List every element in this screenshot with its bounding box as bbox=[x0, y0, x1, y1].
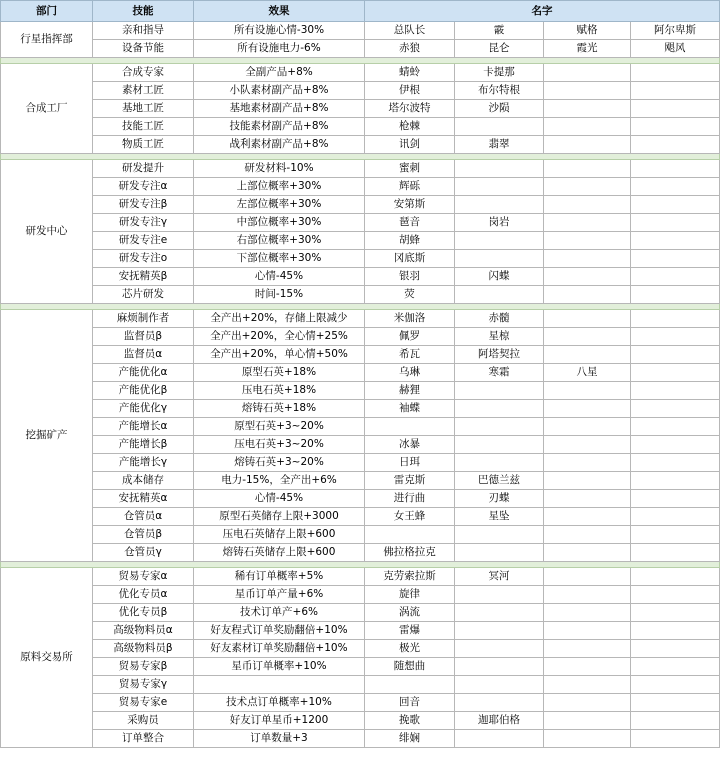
name-cell: 胡蜂 bbox=[365, 232, 455, 250]
name-cell bbox=[544, 100, 631, 118]
effect-cell: 上部位概率+30% bbox=[194, 178, 365, 196]
name-cell bbox=[544, 118, 631, 136]
table-row bbox=[1, 640, 720, 658]
name-cell: 赫狸 bbox=[365, 382, 455, 400]
name-cell: 涡流 bbox=[365, 604, 455, 622]
name-cell bbox=[544, 526, 631, 544]
name-cell bbox=[544, 400, 631, 418]
name-cell bbox=[544, 346, 631, 364]
name-cell bbox=[544, 64, 631, 82]
name-cell bbox=[455, 118, 544, 136]
name-cell bbox=[455, 418, 544, 436]
effect-cell: 研发材料-10% bbox=[194, 160, 365, 178]
name-cell: 日珥 bbox=[365, 454, 455, 472]
table-row bbox=[1, 676, 720, 694]
effect-cell: 压电石英+3~20% bbox=[194, 436, 365, 454]
name-cell: 闪蝶 bbox=[455, 268, 544, 286]
skill-cell: 基地工匠 bbox=[93, 100, 194, 118]
name-cell bbox=[455, 178, 544, 196]
effect-cell: 好友程式订单奖励翻倍+10% bbox=[194, 622, 365, 640]
name-cell: 总队长 bbox=[365, 22, 455, 40]
name-cell: 蜜刺 bbox=[365, 160, 455, 178]
effect-cell: 基地素材副产品+8% bbox=[194, 100, 365, 118]
effect-cell: 星币订单产量+6% bbox=[194, 586, 365, 604]
name-cell bbox=[544, 586, 631, 604]
name-cell bbox=[455, 160, 544, 178]
table-row bbox=[1, 136, 720, 154]
name-cell: 米伽洛 bbox=[365, 310, 455, 328]
name-cell: 佩罗 bbox=[365, 328, 455, 346]
name-cell: 佛拉格拉克 bbox=[365, 544, 455, 562]
table-row bbox=[1, 382, 720, 400]
skill-cell: 产能优化α bbox=[93, 364, 194, 382]
table-row bbox=[1, 310, 720, 328]
effect-cell: 所有设施电力-6% bbox=[194, 40, 365, 58]
name-cell: 琶音 bbox=[365, 214, 455, 232]
name-cell: 绯娴 bbox=[365, 730, 455, 748]
name-cell: 冈底斯 bbox=[365, 250, 455, 268]
name-cell bbox=[455, 730, 544, 748]
table-row bbox=[1, 568, 720, 586]
name-cell: 刃蝶 bbox=[455, 490, 544, 508]
name-cell bbox=[455, 640, 544, 658]
name-cell: 八星 bbox=[544, 364, 631, 382]
name-cell bbox=[544, 268, 631, 286]
name-cell bbox=[544, 178, 631, 196]
name-cell bbox=[544, 310, 631, 328]
name-cell: 荧 bbox=[365, 286, 455, 304]
dept-cell: 行星指挥部 bbox=[1, 22, 93, 58]
name-cell: 岗岩 bbox=[455, 214, 544, 232]
name-cell bbox=[455, 436, 544, 454]
effect-cell: 所有设施心情-30% bbox=[194, 22, 365, 40]
name-cell bbox=[631, 508, 720, 526]
name-cell bbox=[631, 160, 720, 178]
table-row bbox=[1, 490, 720, 508]
name-cell bbox=[455, 232, 544, 250]
name-cell bbox=[544, 286, 631, 304]
dept-cell: 合成工厂 bbox=[1, 64, 93, 154]
name-cell bbox=[631, 694, 720, 712]
effect-cell: 压电石英储存上限+600 bbox=[194, 526, 365, 544]
effect-cell: 电力-15%，全产出+6% bbox=[194, 472, 365, 490]
name-cell: 乌琳 bbox=[365, 364, 455, 382]
name-cell: 星椋 bbox=[455, 328, 544, 346]
name-cell bbox=[631, 346, 720, 364]
name-cell bbox=[631, 436, 720, 454]
name-cell bbox=[544, 160, 631, 178]
name-cell: 蜻蛉 bbox=[365, 64, 455, 82]
name-cell: 翡翠 bbox=[455, 136, 544, 154]
effect-cell: 好友订单星币+1200 bbox=[194, 712, 365, 730]
name-cell bbox=[631, 454, 720, 472]
name-cell bbox=[631, 730, 720, 748]
effect-cell: 左部位概率+30% bbox=[194, 196, 365, 214]
name-cell bbox=[544, 136, 631, 154]
skill-cell: 成本储存 bbox=[93, 472, 194, 490]
name-cell: 沙陨 bbox=[455, 100, 544, 118]
name-cell bbox=[455, 382, 544, 400]
effect-cell: 小队素材副产品+8% bbox=[194, 82, 365, 100]
effect-cell: 时间-15% bbox=[194, 286, 365, 304]
skill-cell: 研发专注e bbox=[93, 232, 194, 250]
effect-cell: 熔铸石英+18% bbox=[194, 400, 365, 418]
header-names: 名字 bbox=[365, 1, 720, 22]
name-cell bbox=[365, 526, 455, 544]
name-cell: 阿塔契拉 bbox=[455, 346, 544, 364]
name-cell: 辉砾 bbox=[365, 178, 455, 196]
skill-cell: 安抚精英α bbox=[93, 490, 194, 508]
table-row bbox=[1, 454, 720, 472]
table-row bbox=[1, 118, 720, 136]
name-cell bbox=[631, 472, 720, 490]
skill-cell: 研发提升 bbox=[93, 160, 194, 178]
name-cell: 回音 bbox=[365, 694, 455, 712]
effect-cell: 稀有订单概率+5% bbox=[194, 568, 365, 586]
name-cell bbox=[631, 328, 720, 346]
table-row bbox=[1, 22, 720, 40]
skill-cell: 技能工匠 bbox=[93, 118, 194, 136]
name-cell: 赤狼 bbox=[365, 40, 455, 58]
name-cell bbox=[631, 136, 720, 154]
name-cell: 赤髓 bbox=[455, 310, 544, 328]
name-cell: 塔尔波特 bbox=[365, 100, 455, 118]
skill-cell: 仓管员β bbox=[93, 526, 194, 544]
name-cell: 寒霜 bbox=[455, 364, 544, 382]
name-cell: 赋格 bbox=[544, 22, 631, 40]
effect-cell: 原型石英储存上限+3000 bbox=[194, 508, 365, 526]
effect-cell: 中部位概率+30% bbox=[194, 214, 365, 232]
name-cell: 雷爆 bbox=[365, 622, 455, 640]
effect-cell: 下部位概率+30% bbox=[194, 250, 365, 268]
table-row bbox=[1, 40, 720, 58]
name-cell: 伊根 bbox=[365, 82, 455, 100]
name-cell bbox=[455, 196, 544, 214]
name-cell bbox=[544, 508, 631, 526]
effect-cell: 全产出+20%，全心情+25% bbox=[194, 328, 365, 346]
effect-cell: 全副产品+8% bbox=[194, 64, 365, 82]
effect-cell: 压电石英+18% bbox=[194, 382, 365, 400]
skill-cell: 高级物料员β bbox=[93, 640, 194, 658]
table-row bbox=[1, 418, 720, 436]
table-row bbox=[1, 286, 720, 304]
dept-cell: 挖掘矿产 bbox=[1, 310, 93, 562]
name-cell bbox=[544, 658, 631, 676]
name-cell bbox=[631, 604, 720, 622]
name-cell bbox=[455, 622, 544, 640]
table-row bbox=[1, 622, 720, 640]
effect-cell: 原型石英+3~20% bbox=[194, 418, 365, 436]
name-cell bbox=[631, 64, 720, 82]
name-cell bbox=[544, 694, 631, 712]
name-cell bbox=[544, 232, 631, 250]
table-row bbox=[1, 712, 720, 730]
name-cell bbox=[631, 310, 720, 328]
name-cell bbox=[455, 250, 544, 268]
name-cell: 希瓦 bbox=[365, 346, 455, 364]
name-cell bbox=[544, 196, 631, 214]
effect-cell: 全产出+20%，存储上限减少 bbox=[194, 310, 365, 328]
effect-cell: 熔铸石英储存上限+600 bbox=[194, 544, 365, 562]
name-cell: 飓风 bbox=[631, 40, 720, 58]
effect-cell: 心情-45% bbox=[194, 268, 365, 286]
name-cell bbox=[455, 694, 544, 712]
skill-cell: 研发专注o bbox=[93, 250, 194, 268]
name-cell bbox=[631, 640, 720, 658]
name-cell bbox=[544, 472, 631, 490]
skill-cell: 监督员α bbox=[93, 346, 194, 364]
name-cell bbox=[631, 400, 720, 418]
name-cell bbox=[631, 364, 720, 382]
table-row bbox=[1, 178, 720, 196]
name-cell bbox=[631, 658, 720, 676]
name-cell bbox=[631, 382, 720, 400]
name-cell bbox=[631, 586, 720, 604]
name-cell bbox=[544, 622, 631, 640]
table-row bbox=[1, 100, 720, 118]
skill-cell: 麻烦制作者 bbox=[93, 310, 194, 328]
name-cell: 冰暴 bbox=[365, 436, 455, 454]
name-cell: 霞光 bbox=[544, 40, 631, 58]
effect-cell: 技术订单产+6% bbox=[194, 604, 365, 622]
name-cell bbox=[455, 604, 544, 622]
name-cell bbox=[544, 418, 631, 436]
skill-cell: 优化专员β bbox=[93, 604, 194, 622]
header-dept: 部门 bbox=[1, 1, 93, 22]
skill-cell: 研发专注γ bbox=[93, 214, 194, 232]
table-row bbox=[1, 400, 720, 418]
skill-cell: 贸易专家β bbox=[93, 658, 194, 676]
name-cell: 迦耶伯格 bbox=[455, 712, 544, 730]
name-cell bbox=[631, 100, 720, 118]
table-row bbox=[1, 586, 720, 604]
name-cell bbox=[544, 82, 631, 100]
name-cell: 卡提那 bbox=[455, 64, 544, 82]
name-cell bbox=[544, 544, 631, 562]
name-cell: 袖蝶 bbox=[365, 400, 455, 418]
effect-cell: 订单数量+3 bbox=[194, 730, 365, 748]
table-body bbox=[1, 22, 720, 748]
name-cell: 克劳索拉斯 bbox=[365, 568, 455, 586]
name-cell bbox=[631, 676, 720, 694]
name-cell bbox=[544, 676, 631, 694]
name-cell bbox=[455, 526, 544, 544]
table-row bbox=[1, 472, 720, 490]
skill-cell: 高级物料员α bbox=[93, 622, 194, 640]
name-cell bbox=[455, 586, 544, 604]
skill-cell: 贸易专家e bbox=[93, 694, 194, 712]
header-skill: 技能 bbox=[93, 1, 194, 22]
effect-cell: 技能素材副产品+8% bbox=[194, 118, 365, 136]
name-cell: 枪棘 bbox=[365, 118, 455, 136]
name-cell bbox=[631, 286, 720, 304]
effect-cell: 心情-45% bbox=[194, 490, 365, 508]
table-row bbox=[1, 694, 720, 712]
skill-cell: 监督员β bbox=[93, 328, 194, 346]
table-row bbox=[1, 364, 720, 382]
table-row bbox=[1, 544, 720, 562]
skill-cell: 亲和指导 bbox=[93, 22, 194, 40]
skill-cell: 研发专注α bbox=[93, 178, 194, 196]
name-cell: 霰 bbox=[455, 22, 544, 40]
table-row bbox=[1, 232, 720, 250]
effect-cell: 全产出+20%，单心情+50% bbox=[194, 346, 365, 364]
name-cell bbox=[365, 418, 455, 436]
header-effect: 效果 bbox=[194, 1, 365, 22]
name-cell bbox=[631, 268, 720, 286]
name-cell: 阿尔卑斯 bbox=[631, 22, 720, 40]
skill-cell: 仓管员α bbox=[93, 508, 194, 526]
name-cell bbox=[455, 454, 544, 472]
name-cell: 极光 bbox=[365, 640, 455, 658]
table-row bbox=[1, 196, 720, 214]
effect-cell: 右部位概率+30% bbox=[194, 232, 365, 250]
skill-cell: 产能增长α bbox=[93, 418, 194, 436]
skill-cell: 安抚精英β bbox=[93, 268, 194, 286]
name-cell bbox=[631, 544, 720, 562]
name-cell: 昆仑 bbox=[455, 40, 544, 58]
name-cell: 冥河 bbox=[455, 568, 544, 586]
effect-cell bbox=[194, 676, 365, 694]
name-cell bbox=[544, 214, 631, 232]
name-cell: 银羽 bbox=[365, 268, 455, 286]
skill-cell: 仓管员γ bbox=[93, 544, 194, 562]
table-row bbox=[1, 508, 720, 526]
name-cell: 安第斯 bbox=[365, 196, 455, 214]
effect-cell: 原型石英+18% bbox=[194, 364, 365, 382]
effect-cell: 战利素材副产品+8% bbox=[194, 136, 365, 154]
dept-cell: 研发中心 bbox=[1, 160, 93, 304]
name-cell: 旋律 bbox=[365, 586, 455, 604]
name-cell bbox=[544, 436, 631, 454]
name-cell bbox=[631, 418, 720, 436]
name-cell: 挽歌 bbox=[365, 712, 455, 730]
name-cell bbox=[631, 232, 720, 250]
table-row bbox=[1, 64, 720, 82]
name-cell bbox=[544, 730, 631, 748]
name-cell bbox=[631, 568, 720, 586]
name-cell bbox=[455, 400, 544, 418]
header-row bbox=[1, 1, 720, 22]
name-cell bbox=[631, 622, 720, 640]
name-cell bbox=[455, 658, 544, 676]
name-cell bbox=[631, 214, 720, 232]
name-cell bbox=[544, 250, 631, 268]
skill-cell: 研发专注β bbox=[93, 196, 194, 214]
table-row bbox=[1, 82, 720, 100]
skill-cell: 产能优化γ bbox=[93, 400, 194, 418]
name-cell: 进行曲 bbox=[365, 490, 455, 508]
name-cell bbox=[631, 526, 720, 544]
table-row bbox=[1, 160, 720, 178]
table-row bbox=[1, 658, 720, 676]
name-cell bbox=[544, 454, 631, 472]
effect-cell: 技术点订单概率+10% bbox=[194, 694, 365, 712]
name-cell bbox=[631, 712, 720, 730]
skill-cell: 优化专员α bbox=[93, 586, 194, 604]
table-row bbox=[1, 526, 720, 544]
name-cell: 讯剑 bbox=[365, 136, 455, 154]
dept-cell: 原料交易所 bbox=[1, 568, 93, 748]
name-cell bbox=[544, 604, 631, 622]
name-cell: 星坠 bbox=[455, 508, 544, 526]
skill-cell: 贸易专家γ bbox=[93, 676, 194, 694]
skill-cell: 产能增长γ bbox=[93, 454, 194, 472]
name-cell bbox=[544, 328, 631, 346]
table-row bbox=[1, 436, 720, 454]
table-row bbox=[1, 250, 720, 268]
skill-cell: 采购员 bbox=[93, 712, 194, 730]
name-cell bbox=[631, 490, 720, 508]
name-cell: 巴德兰兹 bbox=[455, 472, 544, 490]
name-cell bbox=[631, 196, 720, 214]
name-cell bbox=[455, 286, 544, 304]
name-cell bbox=[455, 544, 544, 562]
skill-cell: 芯片研发 bbox=[93, 286, 194, 304]
name-cell bbox=[365, 676, 455, 694]
effect-cell: 好友素材订单奖励翻倍+10% bbox=[194, 640, 365, 658]
name-cell bbox=[544, 640, 631, 658]
name-cell bbox=[544, 382, 631, 400]
skill-cell: 合成专家 bbox=[93, 64, 194, 82]
effect-cell: 熔铸石英+3~20% bbox=[194, 454, 365, 472]
skill-cell: 订单整合 bbox=[93, 730, 194, 748]
skill-cell: 产能优化β bbox=[93, 382, 194, 400]
name-cell: 随想曲 bbox=[365, 658, 455, 676]
skill-cell: 设备节能 bbox=[93, 40, 194, 58]
name-cell bbox=[544, 568, 631, 586]
table-row bbox=[1, 346, 720, 364]
table-row bbox=[1, 268, 720, 286]
table-row bbox=[1, 328, 720, 346]
name-cell bbox=[544, 712, 631, 730]
name-cell bbox=[631, 118, 720, 136]
effect-cell: 星币订单概率+10% bbox=[194, 658, 365, 676]
name-cell bbox=[631, 250, 720, 268]
name-cell: 女王蜂 bbox=[365, 508, 455, 526]
name-cell bbox=[455, 676, 544, 694]
name-cell bbox=[544, 490, 631, 508]
name-cell: 雷克斯 bbox=[365, 472, 455, 490]
table-row bbox=[1, 214, 720, 232]
skill-cell: 物质工匠 bbox=[93, 136, 194, 154]
name-cell: 布尔特根 bbox=[455, 82, 544, 100]
table-row bbox=[1, 604, 720, 622]
name-cell bbox=[631, 178, 720, 196]
table-row bbox=[1, 730, 720, 748]
name-cell bbox=[631, 82, 720, 100]
skill-cell: 素材工匠 bbox=[93, 82, 194, 100]
skill-cell: 贸易专家α bbox=[93, 568, 194, 586]
skill-cell: 产能增长β bbox=[93, 436, 194, 454]
